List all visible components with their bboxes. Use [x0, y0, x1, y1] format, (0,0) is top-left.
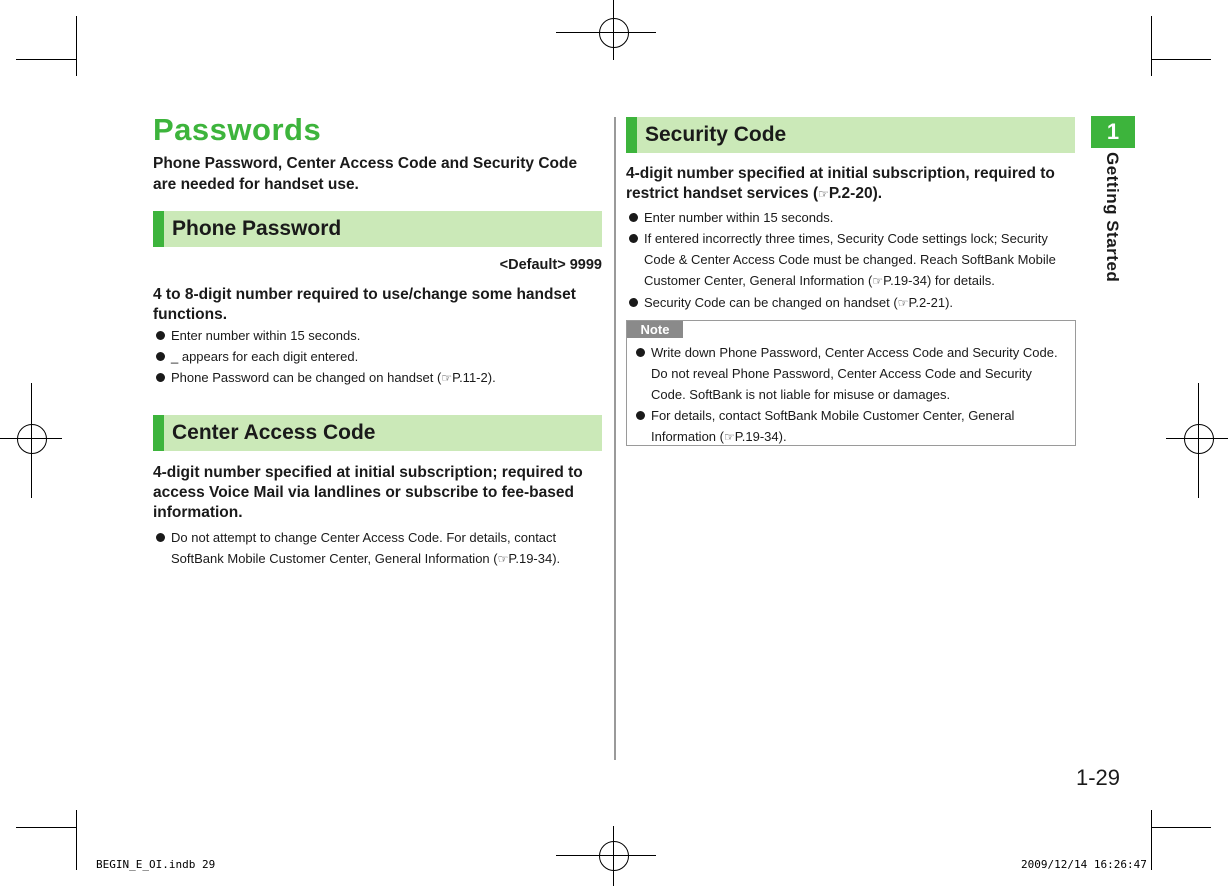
pointing-hand-icon: ☞: [897, 296, 909, 310]
list-item: Enter number within 15 seconds.: [153, 325, 603, 346]
list-item: Phone Password can be changed on handset (☞P.11-2).: [153, 367, 603, 389]
note-bullets: [633, 342, 1069, 448]
list-item: Write down Phone Password, Center Access Code and Security Code. Do not reveal Phone Password, Center Access Code and Security Code. SoftBank is not liable for misuse or damages.: [633, 342, 1069, 405]
section-heading-security-code: Security Code: [626, 117, 1075, 153]
section-heading-center-access-code: Center Access Code: [153, 415, 602, 451]
chapter-number-badge: 1: [1091, 116, 1135, 148]
page-reference-link[interactable]: P.2-21: [908, 295, 946, 310]
page-number: 1-29: [1075, 765, 1120, 790]
pointing-hand-icon: ☞: [441, 371, 453, 385]
pointing-hand-icon: ☞: [872, 274, 884, 288]
section-heading-phone-password: Phone Password: [153, 211, 602, 247]
chapter-name: Getting Started: [1103, 152, 1122, 283]
list-item: Security Code can be changed on handset (☞P.2-21).: [626, 292, 1076, 314]
list-item: Do not attempt to change Center Access Code. For details, contact SoftBank Mobile Customer Center, General Information (☞P.19-34).: [153, 527, 603, 570]
page-reference-link[interactable]: P.19-34: [508, 551, 553, 566]
intro-text: Phone Password, Center Access Code and Security Code are needed for handset use.: [153, 155, 578, 193]
page-reference-link[interactable]: P.2-20: [828, 185, 873, 202]
page-reference-link[interactable]: P.19-34: [734, 429, 779, 444]
center-access-bullets: [153, 527, 603, 570]
pointing-hand-icon: ☞: [497, 552, 509, 566]
column-divider: [614, 117, 616, 760]
print-slug-file: BEGIN_E_OI.indb 29: [96, 858, 216, 871]
list-item: Enter number within 15 seconds.: [626, 207, 1076, 228]
phone-password-lead: 4 to 8-digit number required to use/change some handset functions.: [153, 286, 576, 323]
pointing-hand-icon: ☞: [723, 430, 735, 444]
list-item: _ appears for each digit entered.: [153, 346, 603, 367]
page-reference-link[interactable]: P.11-2: [452, 370, 488, 385]
note-box: [626, 320, 1076, 446]
note-label: Note: [627, 321, 683, 338]
center-access-lead: 4-digit number specified at initial subscription; required to access Voice Mail via landlines or subscribe to fee-based information.: [153, 464, 583, 521]
phone-password-bullets: [153, 325, 603, 389]
security-bullets: [626, 207, 1076, 314]
security-lead: 4-digit number specified at initial subscription, required to restrict handset services (☞P.2-20).: [626, 165, 1055, 202]
default-value: <Default> 9999: [499, 257, 602, 273]
page-reference-link[interactable]: P.19-34: [883, 273, 927, 288]
list-item: For details, contact SoftBank Mobile Customer Center, General Information (☞P.19-34).: [633, 405, 1069, 448]
page-title: Passwords: [153, 112, 322, 147]
list-item: If entered incorrectly three times, Security Code settings lock; Security Code & Center Access Code must be changed. Reach SoftBank Mobile Customer Center, General Information (☞P.19-34) for details.: [626, 228, 1076, 292]
pointing-hand-icon: ☞: [818, 187, 829, 201]
print-slug-date: 2009/12/14 16:26:47: [1021, 858, 1147, 871]
